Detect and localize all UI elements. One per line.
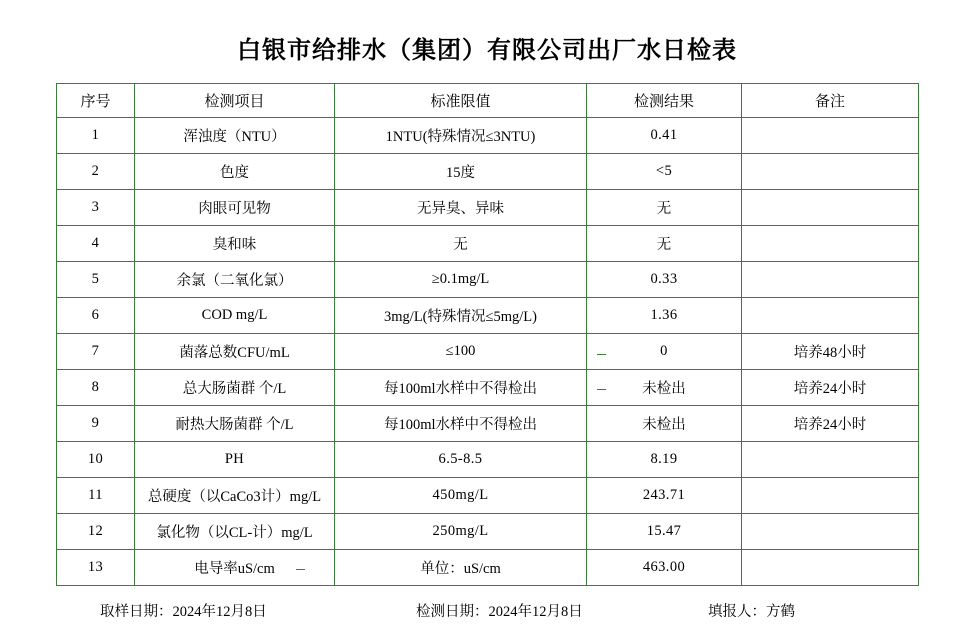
cell-result: 0.33 (587, 262, 742, 298)
cell-item: 菌落总数CFU/mL (135, 334, 335, 370)
table-row (57, 298, 919, 334)
cell-limit: ≥0.1mg/L (335, 262, 587, 298)
table-row (57, 550, 919, 586)
table-row (57, 190, 919, 226)
cell-no: 12 (57, 514, 135, 550)
cell-result: 未检出 (587, 370, 742, 406)
document-footer (56, 586, 918, 630)
cell-no: 3 (57, 190, 135, 226)
cell-no: 7 (57, 334, 135, 370)
cell-remark (742, 262, 919, 298)
cell-result: <5 (587, 154, 742, 190)
cell-item: PH (135, 442, 335, 478)
cell-remark: 培养24小时 (742, 370, 919, 406)
cell-no: 2 (57, 154, 135, 190)
table-header-row (57, 84, 919, 118)
cell-remark: 培养24小时 (742, 406, 919, 442)
cell-item: 氯化物（以CL-计）mg/L (135, 514, 335, 550)
table-row (57, 154, 919, 190)
cell-result: 无 (587, 226, 742, 262)
reporter-label: 填报人：方鹤 (708, 604, 795, 620)
column-header-no: 序号 (57, 84, 135, 118)
testing-date-label: 检测日期：2024年12月8日 (416, 604, 583, 620)
cell-result: 243.71 (587, 478, 742, 514)
cell-remark (742, 190, 919, 226)
cell-no: 13 (57, 550, 135, 586)
cell-remark (742, 478, 919, 514)
cell-result: 0 (587, 334, 742, 370)
cell-item: 总大肠菌群 个/L (135, 370, 335, 406)
table-row (57, 226, 919, 262)
cell-item: 电导率uS/cm (135, 550, 335, 586)
cell-limit: 1NTU(特殊情况≤3NTU) (335, 118, 587, 154)
table-row (57, 442, 919, 478)
column-header-limit: 标准限值 (335, 84, 587, 118)
cell-limit: 每100ml水样中不得检出 (335, 406, 587, 442)
cell-result: 未检出 (587, 406, 742, 442)
cell-result: 1.36 (587, 298, 742, 334)
table-row (57, 262, 919, 298)
cell-boundary-mark (597, 389, 606, 390)
cell-remark (742, 298, 919, 334)
report-table-container (56, 83, 918, 586)
page-title: 白银市给排水（集团）有限公司出厂水日检表 (237, 38, 737, 64)
cell-remark (742, 118, 919, 154)
cell-remark (742, 442, 919, 478)
cell-remark (742, 226, 919, 262)
cell-result: 463.00 (587, 550, 742, 586)
cell-limit: 6.5-8.5 (335, 442, 587, 478)
cell-no: 6 (57, 298, 135, 334)
cell-remark (742, 550, 919, 586)
cell-remark (742, 514, 919, 550)
sampling-date-label: 取样日期：2024年12月8日 (100, 604, 267, 620)
cell-limit: 250mg/L (335, 514, 587, 550)
column-header-result: 检测结果 (587, 84, 742, 118)
cell-item: 余氯（二氧化氯） (135, 262, 335, 298)
cell-item: 浑浊度（NTU） (135, 118, 335, 154)
table-row (57, 406, 919, 442)
cell-result: 0.41 (587, 118, 742, 154)
cell-limit: 3mg/L(特殊情况≤5mg/L) (335, 298, 587, 334)
cell-limit: 单位：uS/cm (335, 550, 587, 586)
cell-item: 总硬度（以CaCo3计）mg/L (135, 478, 335, 514)
column-header-remark: 备注 (742, 84, 919, 118)
cell-item: 臭和味 (135, 226, 335, 262)
table-row (57, 118, 919, 154)
cell-limit: 450mg/L (335, 478, 587, 514)
cell-item: COD mg/L (135, 298, 335, 334)
cell-limit: ≤100 (335, 334, 587, 370)
table-row (57, 478, 919, 514)
cell-remark (742, 154, 919, 190)
column-header-item: 检测项目 (135, 84, 335, 118)
cell-boundary-mark (597, 354, 606, 355)
cell-limit: 无 (335, 226, 587, 262)
cell-remark: 培养48小时 (742, 334, 919, 370)
cell-limit: 每100ml水样中不得检出 (335, 370, 587, 406)
cell-no: 5 (57, 262, 135, 298)
table-row (57, 370, 919, 406)
water-quality-table (56, 83, 919, 586)
cell-result: 8.19 (587, 442, 742, 478)
table-row (57, 514, 919, 550)
cell-no: 4 (57, 226, 135, 262)
cell-result: 无 (587, 190, 742, 226)
table-row (57, 334, 919, 370)
cell-no: 8 (57, 370, 135, 406)
cell-no: 1 (57, 118, 135, 154)
cell-no: 9 (57, 406, 135, 442)
cell-limit: 无异臭、异味 (335, 190, 587, 226)
cell-item: 耐热大肠菌群 个/L (135, 406, 335, 442)
cell-no: 11 (57, 478, 135, 514)
cell-item: 色度 (135, 154, 335, 190)
cell-boundary-mark (296, 569, 305, 570)
cell-limit: 15度 (335, 154, 587, 190)
cell-no: 10 (57, 442, 135, 478)
cell-result: 15.47 (587, 514, 742, 550)
cell-item: 肉眼可见物 (135, 190, 335, 226)
